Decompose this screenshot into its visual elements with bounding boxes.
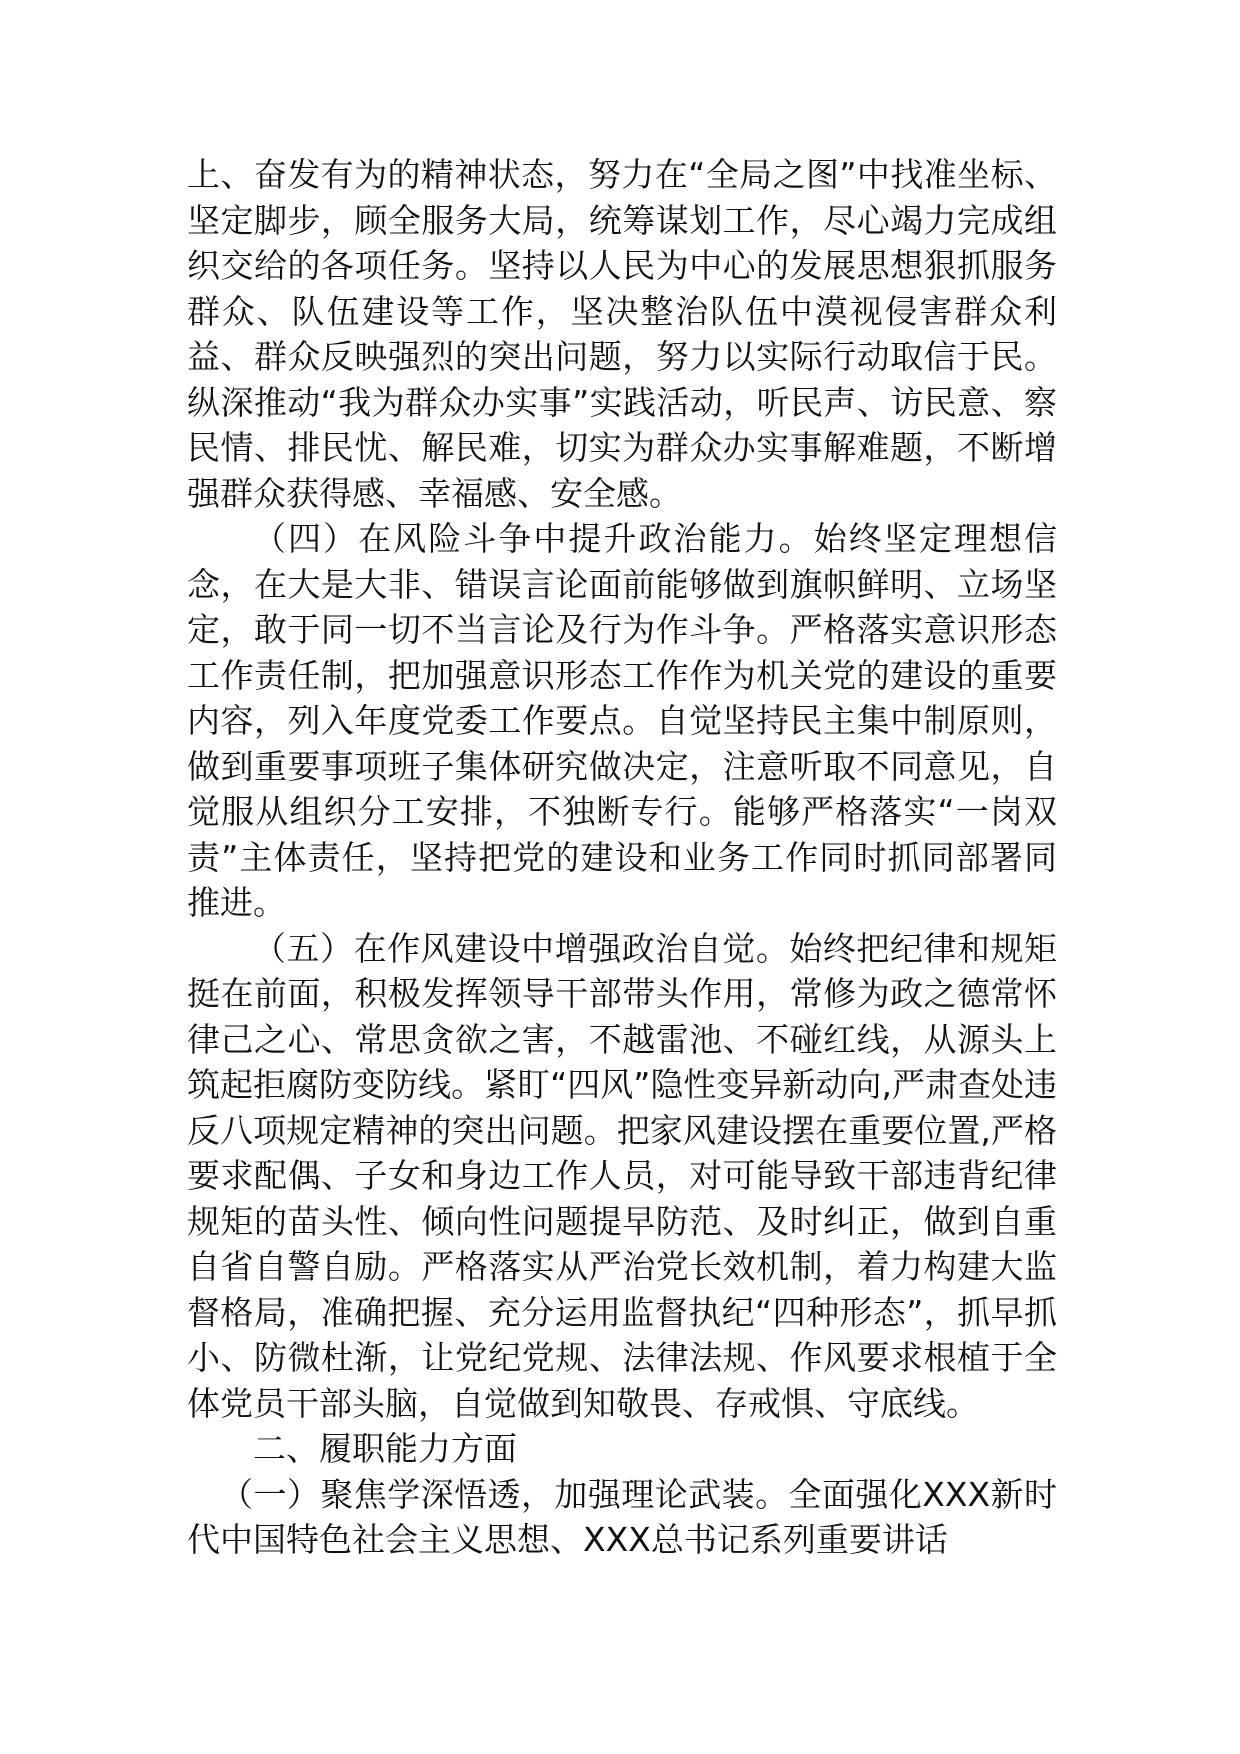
paragraph-section-five: （五）在作风建设中增强政治自觉。始终把纪律和规矩挺在前面，积极发挥领导干部带头作用，常修为政之德常怀律己之心、常思贪欲之害，不越雷池、不碰红线，从源头上筑起拒腐防变防线。紧盯“四风”隐性变异新动向,严肃查处违反八项规定精神的突出问题。把家风建设摆在重要位置,严格要求配偶、子女和身边工作人员，对可能导致干部违背纪律规矩的苗头性、倾向性问题提早防范、及时纠正，做到自重自省自警自励。严格落实从严治党长效机制，着力构建大监督格局，准确把握、充分运用监督执纪“四种形态”，抓早抓小、防微杜渐，让党纪党规、法律法规、作风要求根植于全体党员干部头脑，自觉做到知敬畏、存戒惧、守底线。: [187, 928, 1057, 1423]
paragraph-subsection-one: （一）聚焦学深悟透，加强理论武装。全面强化XXX新时代中国特色社会主义思想、XXX总书记系列重要讲话: [187, 1474, 1057, 1559]
paragraph-section-four: （四）在风险斗争中提升政治能力。始终坚定理想信念，在大是大非、错误言论面前能够做到旗帜鲜明、立场坚定，敢于同一切不当言论及行为作斗争。严格落实意识形态工作责任制，把加强意识形态工作作为机关党的建设的重要内容，列入年度党委工作要点。自觉坚持民主集中制原则，做到重要事项班子集体研究做决定，注意听取不同意见，自觉服从组织分工安排，不独断专行。能够严格落实“一岗双责”主体责任，坚持把党的建设和业务工作同时抓同部署同推进。: [187, 519, 1057, 922]
document-page: [187, 152, 1057, 1563]
paragraph-continuation: 上、奋发有为的精神状态，努力在“全局之图”中找准坐标、坚定脚步，顾全服务大局，统筹谋划工作，尽心竭力完成组织交给的各项任务。坚持以人民为中心的发展思想狠抓服务群众、队伍建设等工作，坚决整治队伍中漠视侵害群众利益、群众反映强烈的突出问题，努力以实际行动取信于民。纵深推动“我为群众办实事”实践活动，听民声、访民意、察民情、排民忧、解民难，切实为群众办实事解难题，不断增强群众获得感、幸福感、安全感。: [187, 155, 1057, 513]
section-heading-performance: 二、履职能力方面: [253, 1429, 517, 1468]
